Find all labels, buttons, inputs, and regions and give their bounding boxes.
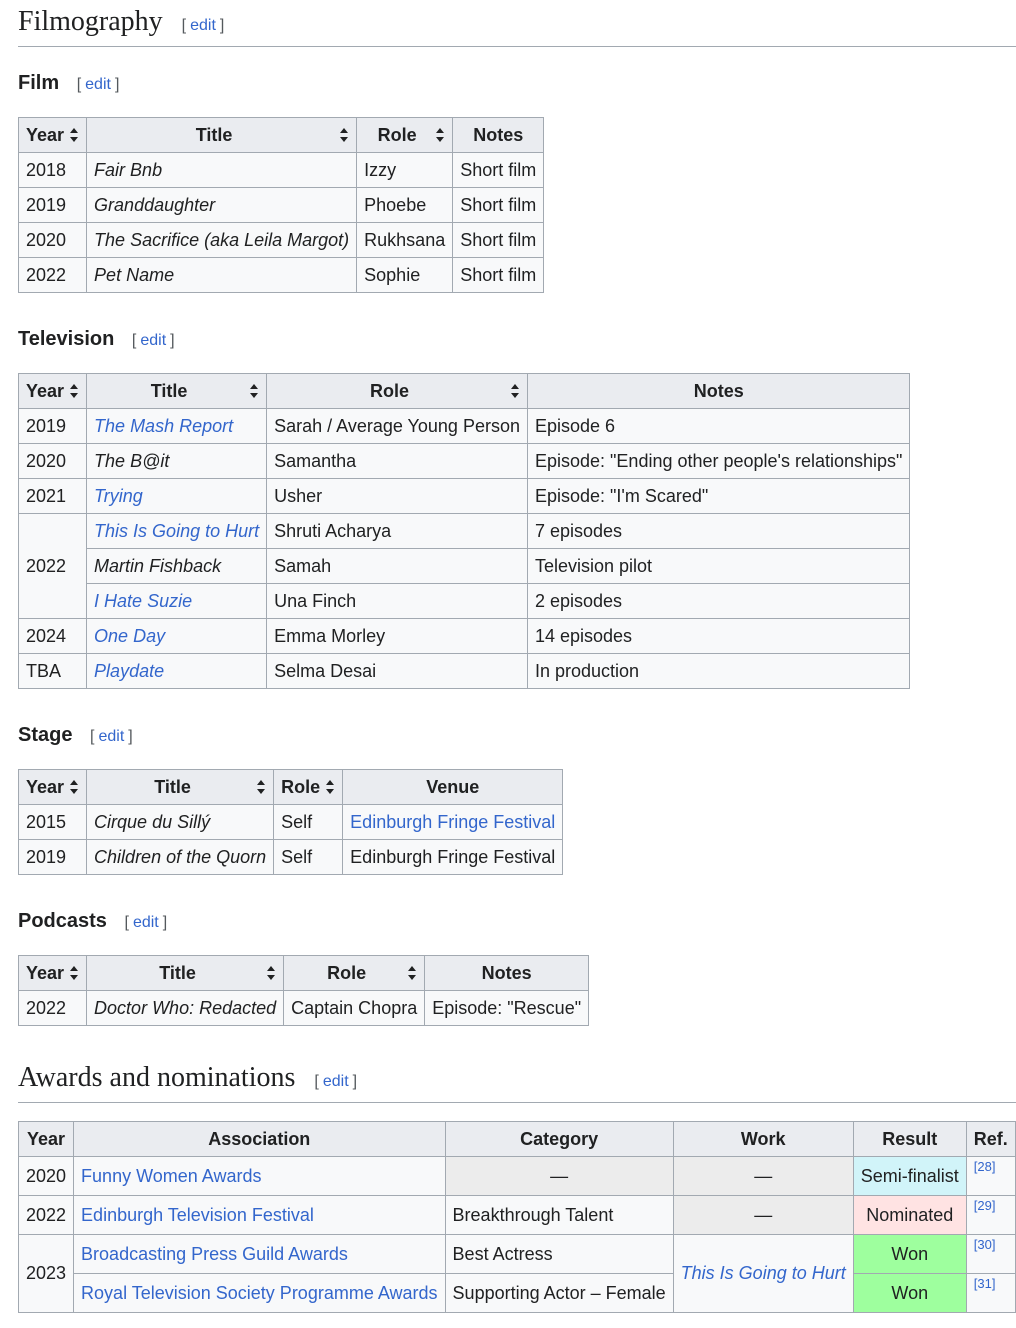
tv-title-link[interactable]: Trying (94, 485, 143, 506)
film-year: 2018 (19, 153, 87, 188)
tv-header-notes: Notes (527, 374, 909, 409)
tv-year: 2021 (19, 479, 87, 514)
film-edit: [ edit ] (76, 76, 120, 93)
tv-notes: Television pilot (527, 549, 909, 584)
tv-title-link[interactable]: Playdate (94, 660, 165, 681)
tv-role: Emma Morley (267, 619, 528, 654)
film-header-row (19, 118, 544, 153)
stage-year: 2015 (19, 805, 87, 840)
award-year: 2020 (19, 1157, 74, 1196)
stage-venue-link[interactable]: Edinburgh Fringe Festival (350, 811, 556, 832)
film-role: Phoebe (357, 188, 453, 223)
podcast-role: Captain Chopra (284, 991, 425, 1026)
award-association-link[interactable]: Broadcasting Press Guild Awards (81, 1243, 348, 1264)
stage-table (18, 769, 563, 875)
award-association-link[interactable]: Edinburgh Television Festival (81, 1204, 314, 1225)
award-result: Nominated (853, 1196, 966, 1235)
filmography-heading (18, 0, 1016, 47)
television-heading (18, 325, 1016, 355)
award-ref-link[interactable]: [31] (973, 1276, 996, 1291)
award-work: — (673, 1157, 853, 1196)
stage-header-year[interactable]: Year (19, 770, 87, 805)
podcast-header-role[interactable]: Role (284, 956, 425, 991)
television-table (18, 373, 910, 689)
table-row (19, 1235, 1016, 1274)
film-year: 2019 (19, 188, 87, 223)
stage-venue: Edinburgh Fringe Festival (343, 840, 563, 875)
film-notes: Short film (453, 223, 544, 258)
awards-header-work: Work (673, 1122, 853, 1157)
table-row (19, 223, 544, 258)
table-row (19, 409, 910, 444)
award-year: 2023 (19, 1235, 74, 1313)
award-category: — (445, 1157, 673, 1196)
tv-role: Selma Desai (267, 654, 528, 689)
table-row (19, 1274, 1016, 1313)
podcast-year: 2022 (19, 991, 87, 1026)
tv-notes: Episode: "Ending other people's relationships" (527, 444, 909, 479)
stage-header-venue: Venue (343, 770, 563, 805)
filmography-title: Filmography (18, 6, 163, 37)
film-edit-link[interactable]: edit (85, 76, 111, 93)
film-role: Sophie (357, 258, 453, 293)
tv-year: 2019 (19, 409, 87, 444)
award-category: Best Actress (445, 1235, 673, 1274)
table-row (19, 444, 910, 479)
tv-role: Samah (267, 549, 528, 584)
film-title-cell: Pet Name (87, 258, 357, 293)
tv-header-row (19, 374, 910, 409)
film-role: Rukhsana (357, 223, 453, 258)
film-notes: Short film (453, 153, 544, 188)
podcast-header-notes: Notes (425, 956, 589, 991)
podcasts-heading (18, 907, 1016, 937)
table-row (19, 188, 544, 223)
television-edit: [ edit ] (131, 332, 175, 349)
film-title-cell: Granddaughter (87, 188, 357, 223)
film-header-title[interactable]: Title (87, 118, 357, 153)
podcasts-table (18, 955, 589, 1026)
film-title-cell: The Sacrifice (aka Leila Margot) (87, 223, 357, 258)
filmography-edit-link[interactable]: edit (190, 17, 216, 34)
tv-title-link[interactable]: The Mash Report (94, 415, 234, 436)
table-row (19, 619, 910, 654)
award-result: Won (853, 1235, 966, 1274)
film-role: Izzy (357, 153, 453, 188)
table-row (19, 805, 563, 840)
tv-notes: 2 episodes (527, 584, 909, 619)
award-year: 2022 (19, 1196, 74, 1235)
tv-notes: Episode 6 (527, 409, 909, 444)
stage-year: 2019 (19, 840, 87, 875)
tv-role: Shruti Acharya (267, 514, 528, 549)
podcast-header-year[interactable]: Year (19, 956, 87, 991)
award-result: Won (853, 1274, 966, 1313)
stage-header-title[interactable]: Title (87, 770, 274, 805)
awards-heading (18, 1054, 1016, 1103)
awards-table (18, 1121, 1016, 1313)
tv-role: Samantha (267, 444, 528, 479)
tv-role: Una Finch (267, 584, 528, 619)
film-year: 2022 (19, 258, 87, 293)
table-row (19, 479, 910, 514)
film-title: Film (18, 72, 60, 94)
table-row (19, 991, 589, 1026)
film-heading (18, 69, 1016, 99)
tv-notes: In production (527, 654, 909, 689)
awards-header-category: Category (445, 1122, 673, 1157)
table-row (19, 584, 910, 619)
tv-year: 2020 (19, 444, 87, 479)
awards-header-result: Result (853, 1122, 966, 1157)
stage-edit: [ edit ] (90, 728, 133, 745)
stage-title: Stage (18, 724, 73, 746)
award-work: — (673, 1196, 853, 1235)
stage-header-role[interactable]: Role (274, 770, 343, 805)
podcasts-edit-link[interactable]: edit (132, 914, 159, 931)
award-work-link[interactable]: This Is Going to Hurt (680, 1263, 846, 1283)
film-header-notes: Notes (453, 118, 544, 153)
award-ref-link[interactable]: [29] (973, 1198, 996, 1213)
tv-year: 2024 (19, 619, 87, 654)
tv-title-cell: Martin Fishback (87, 549, 267, 584)
podcast-notes: Episode: "Rescue" (425, 991, 589, 1026)
stage-role: Self (274, 805, 343, 840)
award-result: Semi-finalist (853, 1157, 966, 1196)
podcast-header-title[interactable]: Title (87, 956, 284, 991)
film-header-role[interactable]: Role (357, 118, 453, 153)
tv-header-title[interactable]: Title (87, 374, 267, 409)
podcasts-edit: [ edit ] (124, 914, 168, 931)
stage-heading (18, 721, 1016, 751)
tv-header-year[interactable]: Year (19, 374, 87, 409)
film-header-year[interactable]: Year (19, 118, 87, 153)
tv-title-link[interactable]: I Hate Suzie (94, 590, 193, 611)
award-ref-link[interactable]: [30] (973, 1237, 996, 1252)
film-year: 2020 (19, 223, 87, 258)
tv-title-cell: The B@it (87, 444, 267, 479)
tv-role: Usher (267, 479, 528, 514)
table-row (19, 258, 544, 293)
film-title-cell: Fair Bnb (87, 153, 357, 188)
awards-header-year: Year (19, 1122, 74, 1157)
awards-edit: [ edit ] (314, 1073, 358, 1090)
awards-edit-link[interactable]: edit (322, 1073, 349, 1090)
tv-title-link[interactable]: One Day (94, 625, 166, 646)
tv-header-role[interactable]: Role (267, 374, 528, 409)
table-row (19, 1196, 1016, 1235)
table-row (19, 1157, 1016, 1196)
stage-header-row (19, 770, 563, 805)
film-notes: Short film (453, 188, 544, 223)
awards-header-ref: Ref. (966, 1122, 1015, 1157)
award-association-link[interactable]: Royal Television Society Programme Awards (81, 1282, 438, 1303)
tv-notes: 14 episodes (527, 619, 909, 654)
stage-title-cell: Cirque du Sillý (87, 805, 274, 840)
television-edit-link[interactable]: edit (140, 332, 167, 349)
stage-edit-link[interactable]: edit (98, 728, 125, 745)
tv-notes: Episode: "I'm Scared" (527, 479, 909, 514)
awards-header-row (19, 1122, 1016, 1157)
filmography-edit: [ edit ] (181, 17, 225, 34)
stage-title-cell: Children of the Quorn (87, 840, 274, 875)
podcasts-title: Podcasts (18, 910, 107, 932)
awards-title: Awards and nominations (18, 1062, 296, 1093)
podcast-header-row (19, 956, 589, 991)
table-row (19, 153, 544, 188)
tv-title-link[interactable]: This Is Going to Hurt (94, 520, 260, 541)
table-row (19, 514, 910, 549)
table-row (19, 549, 910, 584)
stage-role: Self (274, 840, 343, 875)
awards-header-association: Association (74, 1122, 446, 1157)
table-row (19, 840, 563, 875)
podcast-title-cell: Doctor Who: Redacted (87, 991, 284, 1026)
table-row (19, 654, 910, 689)
award-category: Breakthrough Talent (445, 1196, 673, 1235)
television-title: Television (18, 328, 115, 350)
tv-notes: 7 episodes (527, 514, 909, 549)
film-table (18, 117, 544, 293)
film-notes: Short film (453, 258, 544, 293)
award-ref-link[interactable]: [28] (973, 1159, 996, 1174)
tv-year: 2022 (19, 514, 87, 619)
tv-year: TBA (19, 654, 87, 689)
award-association-link[interactable]: Funny Women Awards (81, 1165, 262, 1186)
tv-role: Sarah / Average Young Person (267, 409, 528, 444)
award-category: Supporting Actor – Female (445, 1274, 673, 1313)
